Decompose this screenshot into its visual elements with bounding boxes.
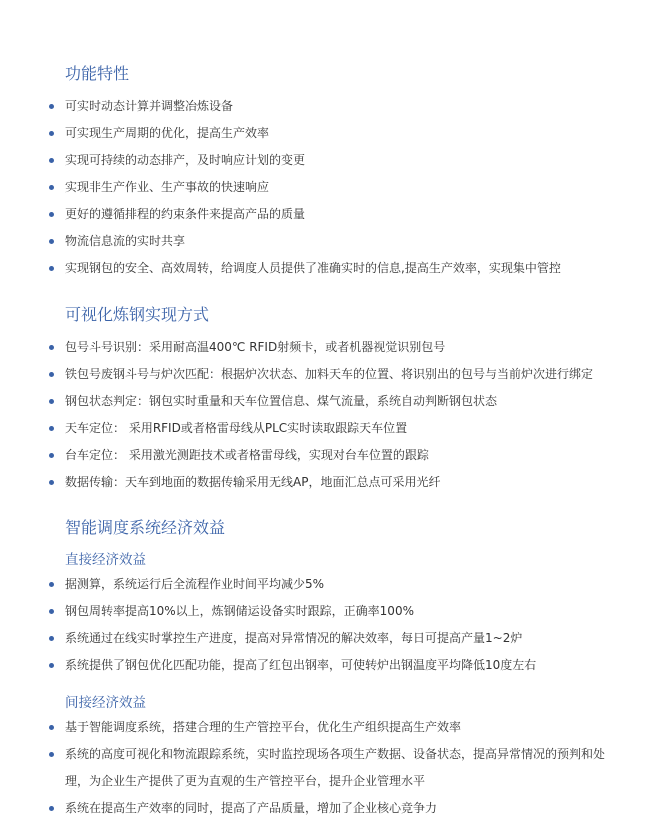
list-item: 天车定位： 采用RFID或者格雷母线从PLC实时读取跟踪天车位置 bbox=[49, 415, 619, 442]
list-item: 系统提供了钢包优化匹配功能，提高了红包出钢率，可使转炉出钢温度平均降低10度左右 bbox=[49, 652, 619, 679]
bullet-dot bbox=[49, 453, 54, 458]
list-item: 可实时动态计算并调整冶炼设备 bbox=[49, 93, 619, 120]
section-title-benefits: 智能调度系统经济效益 bbox=[65, 518, 226, 537]
bullet-dot bbox=[49, 212, 54, 217]
list-item: 包号斗号识别：采用耐高温400℃ RFID射频卡，或者机器视觉识别包号 bbox=[49, 334, 619, 361]
bullet-dot bbox=[49, 725, 54, 730]
list-item: 据测算，系统运行后全流程作业时间平均减少5% bbox=[49, 571, 619, 598]
list-item: 钢包状态判定：钢包实时重量和天车位置信息、煤气流量，系统自动判断钢包状态 bbox=[49, 388, 619, 415]
bullet-dot bbox=[49, 399, 54, 404]
list-item: 更好的遵循排程的约束条件来提高产品的质量 bbox=[49, 201, 619, 228]
bullet-dot bbox=[49, 104, 54, 109]
list-item: 台车定位： 采用激光测距技术或者格雷母线，实现对台车位置的跟踪 bbox=[49, 442, 619, 469]
list-item: 可实现生产周期的优化，提高生产效率 bbox=[49, 120, 619, 147]
bullet-dot bbox=[49, 806, 54, 811]
bullet-dot bbox=[49, 239, 54, 244]
section-title-features: 功能特性 bbox=[65, 64, 130, 83]
bullet-dot bbox=[49, 266, 54, 271]
list-item: 实现非生产作业、生产事故的快速响应 bbox=[49, 174, 619, 201]
bullet-dot bbox=[49, 158, 54, 163]
bullet-dot bbox=[49, 426, 54, 431]
subsection-title-indirect: 间接经济效益 bbox=[65, 695, 146, 711]
bullet-dot bbox=[49, 752, 54, 757]
list-item: 系统的高度可视化和物流跟踪系统，实时监控现场各项生产数据、设备状态，提高异常情况的预判和处理，为企业生产提供了更为直观的生产管控平台，提升企业管理水平 bbox=[49, 741, 619, 795]
list-item: 系统通过在线实时掌控生产进度，提高对异常情况的解决效率，每日可提高产量1~2炉 bbox=[49, 625, 619, 652]
bullet-dot bbox=[49, 636, 54, 641]
list-item: 钢包周转率提高10%以上，炼钢储运设备实时跟踪，正确率100% bbox=[49, 598, 619, 625]
list-item: 实现钢包的安全、高效周转，给调度人员提供了准确实时的信息,提高生产效率，实现集中管控 bbox=[49, 255, 619, 282]
list-item: 物流信息流的实时共享 bbox=[49, 228, 619, 255]
subsection-title-direct: 直接经济效益 bbox=[65, 552, 146, 568]
bullet-dot bbox=[49, 345, 54, 350]
list-item: 铁包号废钢斗号与炉次匹配：根据炉次状态、加料天车的位置、将识别出的包号与当前炉次进行绑定 bbox=[49, 361, 619, 388]
bullet-dot bbox=[49, 609, 54, 614]
list-item: 实现可持续的动态排产，及时响应计划的变更 bbox=[49, 147, 619, 174]
list-item: 基于智能调度系统，搭建合理的生产管控平台，优化生产组织提高生产效率 bbox=[49, 714, 619, 741]
bullet-dot bbox=[49, 663, 54, 668]
bullet-dot bbox=[49, 372, 54, 377]
list-item: 数据传输：天车到地面的数据传输采用无线AP，地面汇总点可采用光纤 bbox=[49, 469, 619, 496]
section-title-visual: 可视化炼钢实现方式 bbox=[65, 305, 210, 324]
bullet-dot bbox=[49, 582, 54, 587]
bullet-dot bbox=[49, 185, 54, 190]
bullet-dot bbox=[49, 131, 54, 136]
bullet-dot bbox=[49, 480, 54, 485]
list-item: 系统在提高生产效率的同时，提高了产品质量，增加了企业核心竞争力 bbox=[49, 795, 619, 822]
